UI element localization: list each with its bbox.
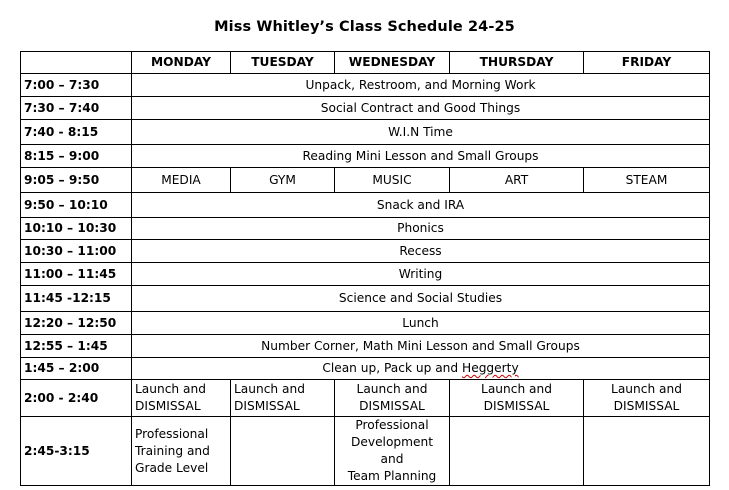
dismissal-line: DISMISSAL [613, 399, 680, 413]
time-cell: 2:45-3:15 [21, 417, 132, 486]
activity-cell: Social Contract and Good Things [132, 97, 710, 120]
table-row [21, 97, 710, 120]
activity-cell: W.I.N Time [132, 120, 710, 145]
planning-line: Professional [355, 418, 429, 432]
time-cell: 9:05 – 9:50 [21, 168, 132, 193]
special-monday: MEDIA [132, 168, 231, 193]
planning-tuesday [231, 417, 335, 486]
launch-line: Launch and [135, 382, 206, 396]
activity-cell: Number Corner, Math Mini Lesson and Small Groups [132, 335, 710, 358]
time-cell: 10:30 – 11:00 [21, 240, 132, 263]
activity-cell: Writing [132, 263, 710, 286]
header-thursday: THURSDAY [450, 52, 584, 74]
launch-line: Launch and [611, 382, 682, 396]
schedule-table [20, 51, 710, 486]
launch-line: Launch and [356, 382, 428, 396]
dismissal-line: DISMISSAL [483, 399, 550, 413]
spellcheck-flagged-word: Heggerty [462, 361, 519, 375]
corner-cell [21, 52, 132, 74]
time-cell: 2:00 - 2:40 [21, 380, 132, 417]
table-row [21, 286, 710, 312]
launch-line: Launch and [481, 382, 552, 396]
special-wednesday: MUSIC [335, 168, 450, 193]
activity-cell: Recess [132, 240, 710, 263]
planning-row [21, 417, 710, 486]
time-cell: 7:30 – 7:40 [21, 97, 132, 120]
header-tuesday: TUESDAY [231, 52, 335, 74]
dismissal-line: DISMISSAL [359, 399, 425, 413]
activity-cell: Snack and IRA [132, 193, 710, 218]
dismissal-line: DISMISSAL [234, 399, 300, 413]
time-cell: 7:00 – 7:30 [21, 74, 132, 97]
planning-line: Professional [135, 426, 209, 441]
header-monday: MONDAY [132, 52, 231, 74]
time-cell: 7:40 - 8:15 [21, 120, 132, 145]
launch-row [21, 380, 710, 417]
activity-cell: Reading Mini Lesson and Small Groups [132, 145, 710, 168]
time-cell: 1:45 – 2:00 [21, 358, 132, 380]
launch-wednesday [335, 380, 450, 417]
launch-friday [584, 380, 710, 417]
table-row [21, 193, 710, 218]
activity-cell: Unpack, Restroom, and Morning Work [132, 74, 710, 97]
header-row [21, 52, 710, 74]
launch-tuesday [231, 380, 335, 417]
table-row [21, 120, 710, 145]
planning-line: Grade Level [135, 460, 209, 475]
planning-monday [132, 417, 231, 486]
activity-cell: Phonics [132, 218, 710, 240]
page-title: Miss Whitley’s Class Schedule 24-25 [214, 19, 515, 35]
time-cell: 11:00 – 11:45 [21, 263, 132, 286]
planning-line: Team Planning [347, 469, 437, 483]
special-friday: STEAM [584, 168, 710, 193]
special-thursday: ART [450, 168, 584, 193]
table-row [21, 145, 710, 168]
time-cell: 11:45 -12:15 [21, 286, 132, 312]
table-row [21, 358, 710, 380]
activity-cell: Lunch [132, 312, 710, 335]
dismissal-line: DISMISSAL [135, 399, 201, 413]
launch-line: Launch and [234, 382, 305, 396]
special-tuesday: GYM [231, 168, 335, 193]
launch-monday [132, 380, 231, 417]
activity-text: Clean up, Pack up and [322, 361, 463, 375]
header-wednesday: WEDNESDAY [335, 52, 450, 74]
planning-line: Training and [135, 443, 210, 458]
time-cell: 12:55 – 1:45 [21, 335, 132, 358]
time-cell: 8:15 – 9:00 [21, 145, 132, 168]
planning-wednesday [335, 417, 450, 486]
specials-row [21, 168, 710, 193]
launch-thursday [450, 380, 584, 417]
planning-thursday [450, 417, 584, 486]
table-row [21, 335, 710, 358]
table-row [21, 240, 710, 263]
activity-cell [132, 358, 710, 380]
time-cell: 9:50 – 10:10 [21, 193, 132, 218]
planning-line: Development and [350, 435, 434, 466]
time-cell: 12:20 – 12:50 [21, 312, 132, 335]
table-row [21, 312, 710, 335]
table-row [21, 263, 710, 286]
table-row [21, 218, 710, 240]
activity-cell: Science and Social Studies [132, 286, 710, 312]
header-friday: FRIDAY [584, 52, 710, 74]
planning-friday [584, 417, 710, 486]
table-row [21, 74, 710, 97]
time-cell: 10:10 – 10:30 [21, 218, 132, 240]
